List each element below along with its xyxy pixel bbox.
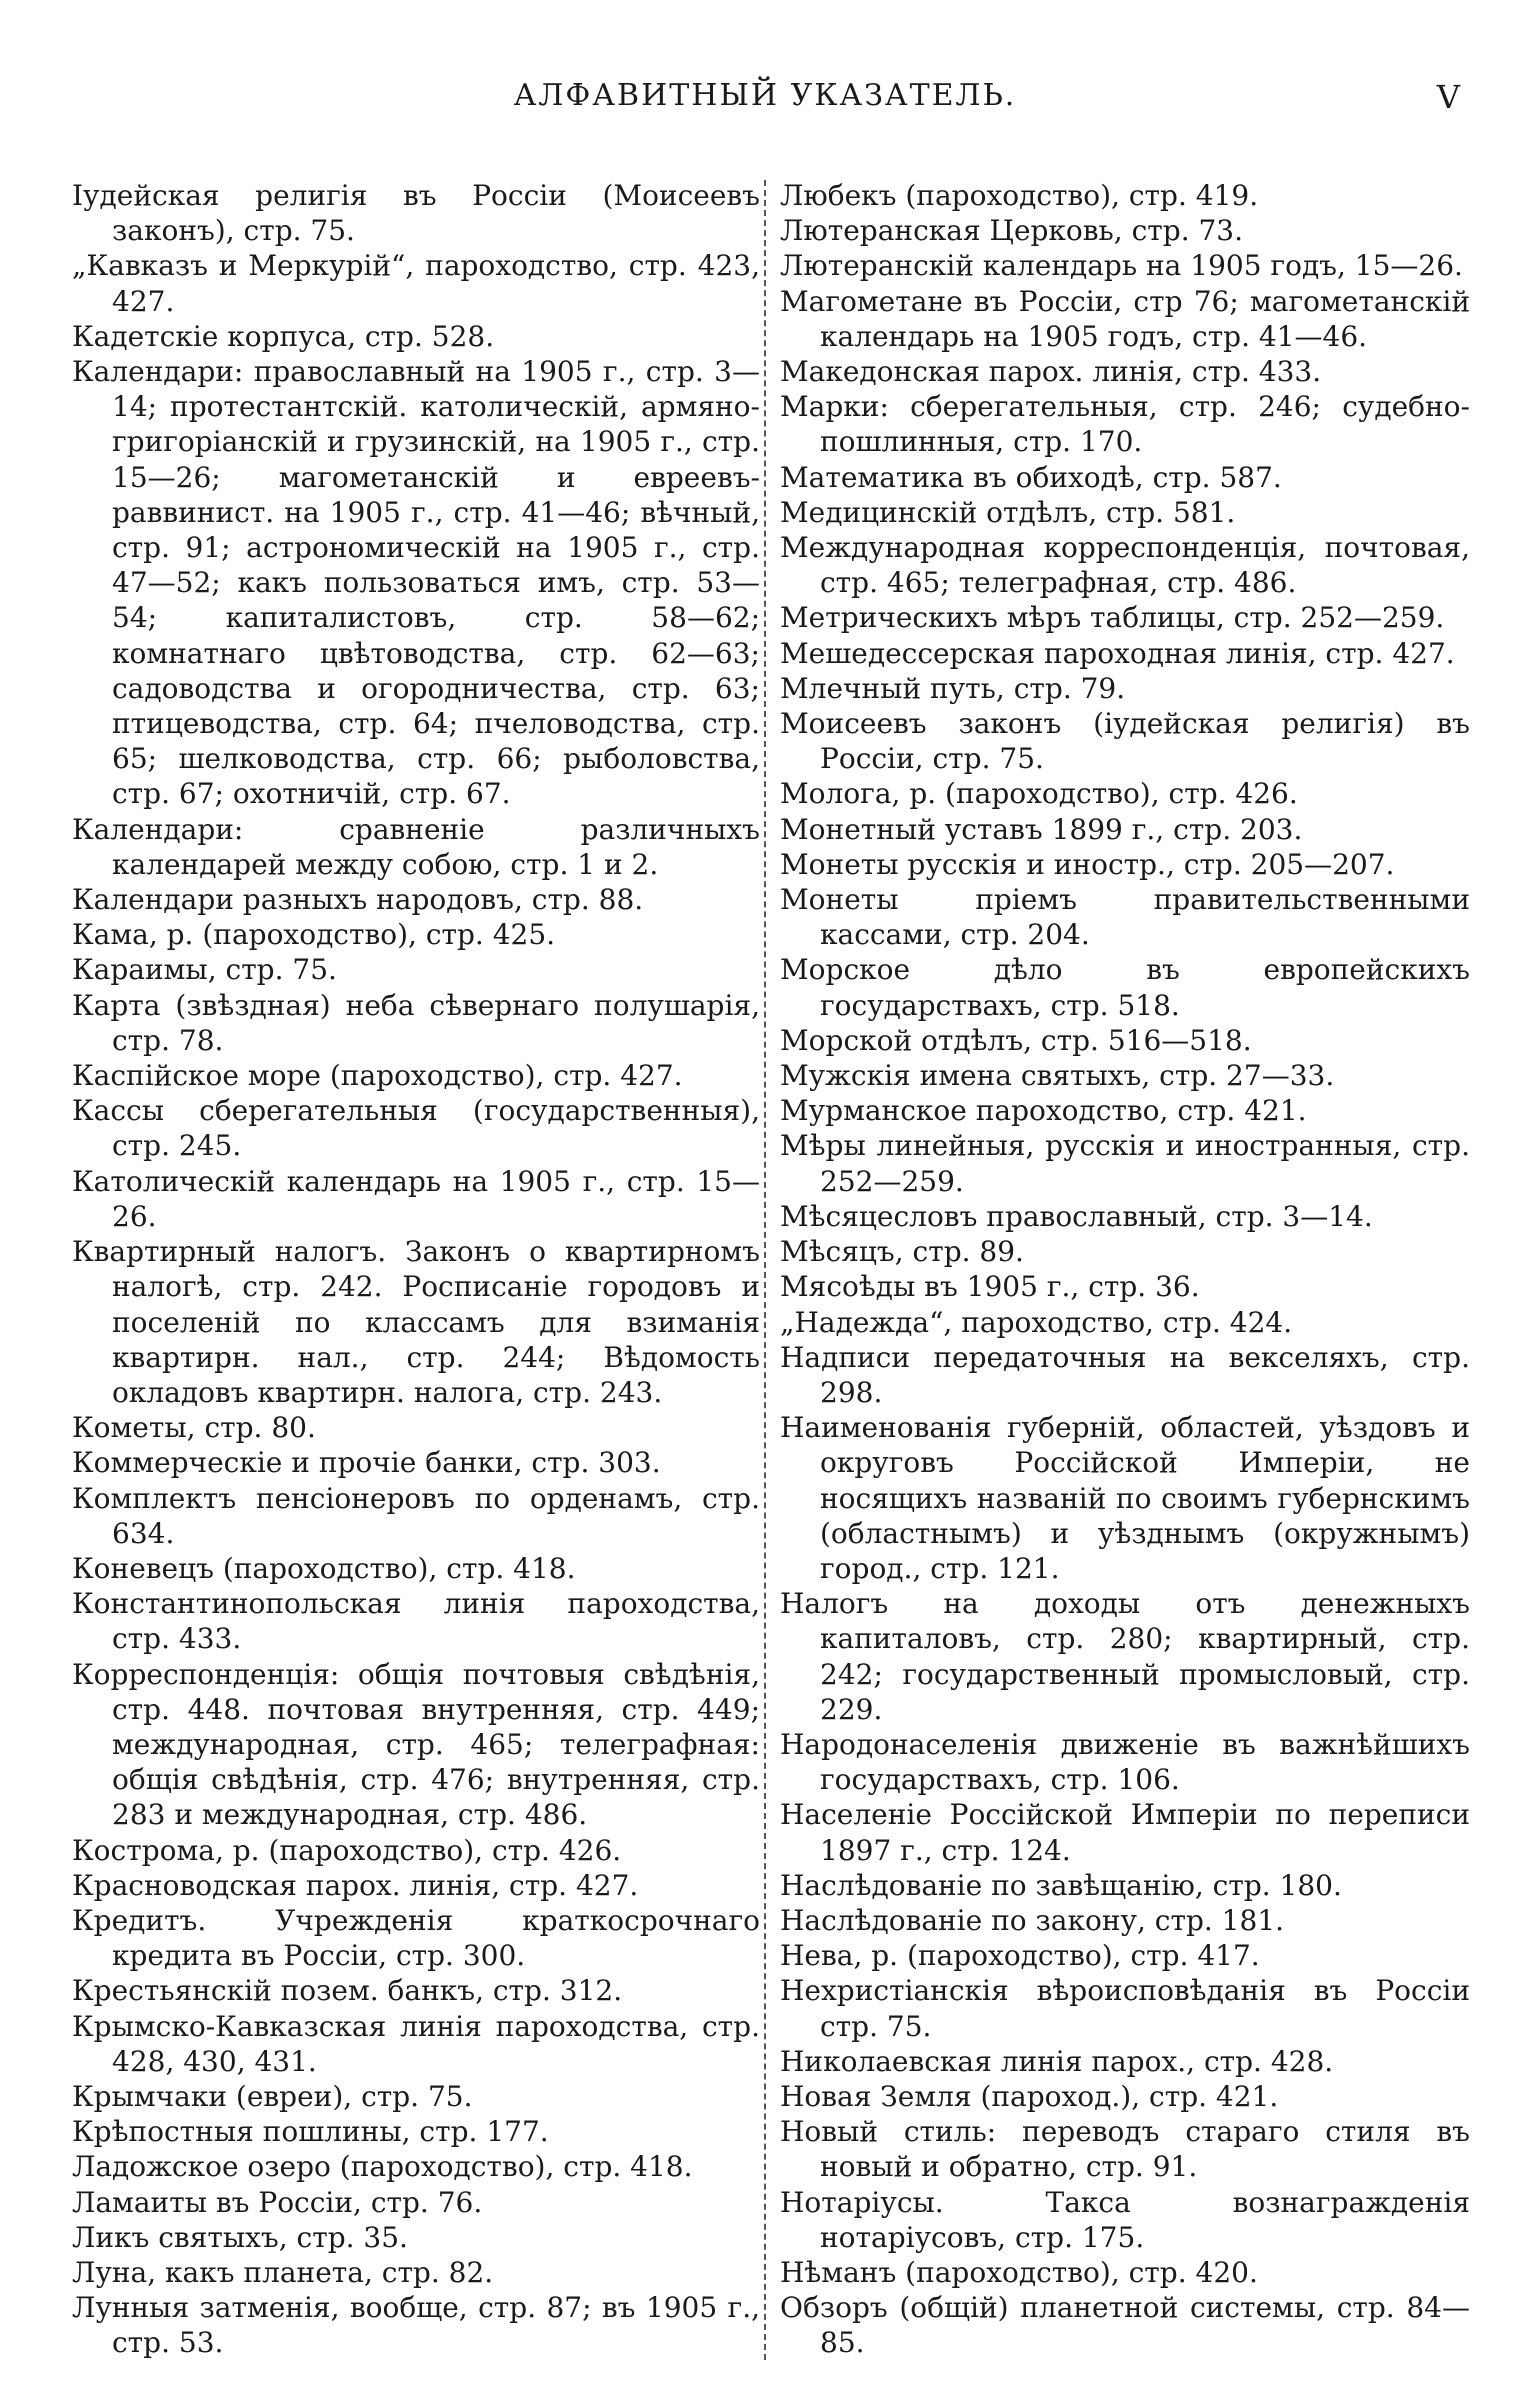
index-entry: Наслѣдованіе по завѣщанію, стр. 180.	[780, 1868, 1342, 1902]
index-entry: Монеты русскія и иностр., стр. 205—207.	[780, 847, 1395, 881]
index-entry: Квартирный налогъ. Законъ о квартирномъ налогѣ, стр. 242. Росписаніе городовъ и поселеній по классамъ для взиманія квартирн. нал., стр. 244; Вѣдомость окладовъ квартирн. налога, стр. 243.	[72, 1235, 760, 1409]
index-entry: Ликъ святыхъ, стр. 35.	[72, 2220, 408, 2254]
index-entry: Нехристіанскія вѣроисповѣданія въ Россіи стр. 75.	[780, 1974, 1470, 2043]
index-entry: Луна, какъ планета, стр. 82.	[72, 2255, 494, 2289]
index-entry: Моисеевъ законъ (іудейская религія) въ Россіи, стр. 75.	[780, 707, 1470, 776]
index-entry: Лютеранскій календарь на 1905 годъ, 15—26.	[780, 249, 1463, 283]
index-entry: Кострома, р. (пароходство), стр. 426.	[72, 1833, 622, 1867]
index-entry: Красноводская парох. линія, стр. 427.	[72, 1868, 639, 1902]
index-entry: Млечный путь, стр. 79.	[780, 671, 1126, 705]
index-entry: Коммерческіе и прочіе банки, стр. 303.	[72, 1446, 661, 1480]
index-entry: Новая Земля (пароход.), стр. 421.	[780, 2079, 1279, 2113]
index-entry: Іудейская религія въ Россіи (Моисеевъ законъ), стр. 75.	[72, 179, 760, 248]
index-entry: Налогъ на доходы отъ денежныхъ капиталовъ, стр. 280; квартирный, стр. 242; государственный промысловый, стр. 229.	[780, 1587, 1470, 1726]
index-entry: Крымско-Кавказская линія пароходства, стр. 428, 430, 431.	[72, 2009, 760, 2078]
index-entry: Монеты пріемъ правительственными кассами, стр. 204.	[780, 883, 1470, 952]
index-entry: Надписи передаточныя на векселяхъ, стр. 298.	[780, 1340, 1470, 1409]
index-entry: Календари: сравненіе различныхъ календарей между собою, стр. 1 и 2.	[72, 812, 760, 881]
index-entry: Крѣпостныя пошлины, стр. 177.	[72, 2115, 549, 2149]
index-entry: Константинопольская линія пароходства, стр. 433.	[72, 1587, 760, 1656]
index-entry: Коневецъ (пароходство), стр. 418.	[72, 1551, 576, 1585]
column-divider	[764, 180, 766, 2360]
index-entry: Католическій календарь на 1905 г., стр. 15—26.	[72, 1164, 760, 1233]
index-entry: Народонаселенія движеніе въ важнѣйшихъ государствахъ, стр. 106.	[780, 1727, 1470, 1797]
page-title: АЛФАВИТНЫЙ УКАЗАТЕЛЬ.	[513, 78, 1017, 113]
index-entry: Мѣсяцесловъ православный, стр. 3—14.	[780, 1199, 1373, 1233]
index-entry: Морской отдѣлъ, стр. 516—518.	[780, 1023, 1252, 1057]
index-entry: Кама, р. (пароходство), стр. 425.	[72, 918, 556, 952]
index-entry: Кредитъ. Учрежденія краткосрочнаго кредита въ Россіи, стр. 300.	[72, 1903, 760, 1973]
index-entry: Обзоръ (общій) планетной системы, стр. 84—85.	[780, 2291, 1470, 2360]
right-column	[780, 178, 1470, 2368]
index-entry: Медицинскій отдѣлъ, стр. 581.	[780, 495, 1236, 529]
left-column	[72, 178, 760, 2368]
index-entry: Монетный уставъ 1899 г., стр. 203.	[780, 812, 1303, 846]
index-entry: Ламаиты въ Россіи, стр. 76.	[72, 2185, 483, 2219]
index-entry: „Кавказъ и Меркурій“, пароходство, стр. 423, 427.	[72, 249, 760, 318]
index-entry: Николаевская линія парох., стр. 428.	[780, 2044, 1334, 2078]
index-entry: Корреспонденція: общія почтовыя свѣдѣнія, стр. 448. почтовая внутренняя, стр. 449; международная, стр. 465; телеграфная: общія свѣдѣнія, стр. 476; внутренняя, стр. 283 и международная, стр. 486.	[72, 1657, 760, 1832]
index-entry: Молога, р. (пароходство), стр. 426.	[780, 777, 1298, 811]
index-entry: Новый стиль: переводъ стараго стиля въ новый и обратно, стр. 91.	[780, 2115, 1470, 2184]
index-entry: Мужскія имена святыхъ, стр. 27—33.	[780, 1059, 1335, 1093]
index-entry: Нѣманъ (пароходство), стр. 420.	[780, 2255, 1258, 2289]
index-entry: Математика въ обиходѣ, стр. 587.	[780, 460, 1282, 494]
index-entry: Мѣры линейныя, русскія и иностранныя, стр. 252—259.	[780, 1129, 1470, 1198]
index-entry: Мѣсяцъ, стр. 89.	[780, 1235, 1024, 1269]
index-entry: Каспійское море (пароходство), стр. 427.	[72, 1059, 683, 1093]
index-entry: Кометы, стр. 80.	[72, 1411, 316, 1445]
index-entry: Мурманское пароходство, стр. 421.	[780, 1094, 1307, 1128]
index-entry: Метрическихъ мѣръ таблицы, стр. 252—259.	[780, 601, 1445, 635]
index-entry: Магометане въ Россіи, стр 76; магометанскій календарь на 1905 годъ, стр. 41—46.	[780, 284, 1470, 353]
page-number: V	[1436, 78, 1460, 116]
index-entry: Македонская парох. линія, стр. 433.	[780, 355, 1322, 389]
index-entry: Населеніе Россійской Имперіи по переписи 1897 г., стр. 124.	[780, 1798, 1470, 1867]
index-entry: Международная корреспонденція, почтовая, стр. 465; телеграфная, стр. 486.	[780, 531, 1470, 600]
index-entry: Мешедессерская пароходная линія, стр. 427.	[780, 636, 1455, 670]
index-entry: Нотаріусы. Такса вознагражденія нотаріусовъ, стр. 175.	[780, 2185, 1470, 2254]
index-entry: Нева, р. (пароходство), стр. 417.	[780, 1939, 1260, 1973]
index-entry: Крестьянскій позем. банкъ, стр. 312.	[72, 1974, 623, 2008]
index-entry: Мясоѣды въ 1905 г., стр. 36.	[780, 1270, 1200, 1304]
index-entry: Комплектъ пенсіонеровъ по орденамъ, стр. 634.	[72, 1481, 760, 1550]
index-entry: Любекъ (пароходство), стр. 419.	[780, 179, 1259, 212]
index-entry: Караимы, стр. 75.	[72, 953, 337, 987]
index-entry: Крымчаки (евреи), стр. 75.	[72, 2079, 473, 2113]
index-entry: Карта (звѣздная) неба сѣвернаго полушарія, стр. 78.	[72, 988, 760, 1057]
index-entry: Марки: сберегательныя, стр. 246; судебно-пошлинныя, стр. 170.	[780, 390, 1470, 459]
index-entry: Морское дѣло въ европейскихъ государствахъ, стр. 518.	[780, 953, 1470, 1022]
index-entry: Лунныя затменія, вообще, стр. 87; въ 1905 г., стр. 53.	[72, 2291, 760, 2360]
index-entry: Кассы сберегательныя (государственныя), стр. 245.	[72, 1094, 760, 1163]
index-entry: Наслѣдованіе по закону, стр. 181.	[780, 1903, 1285, 1937]
index-entry: Календари: православный на 1905 г., стр. 3—14; протестантскій. католическій, армяно-григоріанскій и грузинскій, на 1905 г., стр. 15—26; магометанскій и евреевъ-раввинист. на 1905 г., стр. 41—46; вѣчный, стр. 91; астрономическій на 1905 г., стр. 47—52; какъ пользоваться имъ, стр. 53—54; капиталистовъ, стр. 58—62; комнатнаго цвѣтоводства, стр. 62—63; садоводства и огородничества, стр. 63; птицеводства, стр. 64; пчеловодства, стр. 65; шелководства, стр. 66; рыболовства, стр. 67; охотничій, стр. 67.	[72, 355, 760, 811]
index-entry: „Надежда“, пароходство, стр. 424.	[780, 1305, 1293, 1339]
index-entry: Ладожское озеро (пароходство), стр. 418.	[72, 2150, 693, 2184]
index-entry: Наименованія губерній, областей, уѣздовъ и округовъ Россійской Имперіи, не носящихъ названій по своимъ губернскимъ (областнымъ) и уѣзднымъ (окружнымъ) город., стр. 121.	[780, 1411, 1470, 1585]
index-entry: Лютеранская Церковь, стр. 73.	[780, 214, 1244, 248]
index-entry: Календари разныхъ народовъ, стр. 88.	[72, 883, 644, 917]
page-header	[0, 78, 1530, 128]
index-entry: Кадетскіе корпуса, стр. 528.	[72, 319, 495, 353]
